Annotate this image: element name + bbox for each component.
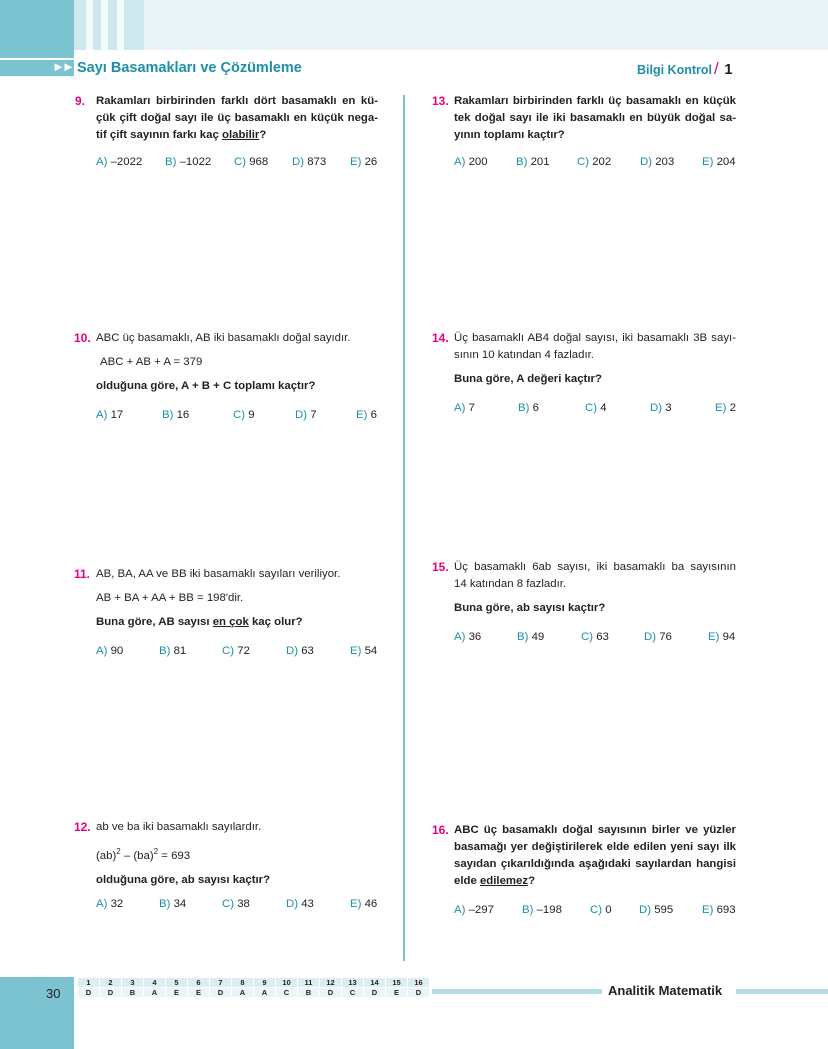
key-number: 3 bbox=[122, 978, 143, 987]
equation-part: – (ba) bbox=[120, 849, 154, 862]
question-14 bbox=[432, 330, 736, 414]
exponent: 2 bbox=[153, 847, 159, 856]
question-16 bbox=[432, 822, 736, 916]
option-b[interactable] bbox=[517, 629, 544, 646]
option-c[interactable] bbox=[222, 896, 250, 913]
option-letter: E) bbox=[702, 904, 714, 916]
top-band-stripe bbox=[101, 0, 108, 50]
slash-icon: / bbox=[714, 59, 719, 78]
option-a[interactable] bbox=[96, 896, 123, 913]
option-letter: D) bbox=[640, 156, 653, 168]
equation: AB + BA + AA + BB = 198'dir. bbox=[96, 592, 244, 604]
option-value: 63 bbox=[301, 645, 314, 657]
option-b[interactable] bbox=[159, 896, 186, 913]
question-text-part: kaç olur? bbox=[248, 616, 303, 628]
key-answer: D bbox=[78, 988, 99, 997]
option-letter: C) bbox=[581, 631, 594, 643]
bilgi-kontrol-label bbox=[637, 59, 733, 79]
option-value: 204 bbox=[716, 156, 736, 168]
option-letter: C) bbox=[577, 156, 590, 168]
key-number: 4 bbox=[144, 978, 165, 987]
question-mark: ? bbox=[528, 875, 536, 887]
question-text: çük çift doğal sayı ile üç basamaklı en küçük nega- bbox=[96, 112, 378, 124]
option-value: 200 bbox=[468, 156, 488, 168]
key-number: 11 bbox=[298, 978, 319, 987]
option-value: 595 bbox=[654, 904, 674, 916]
key-number: 13 bbox=[342, 978, 363, 987]
question-12 bbox=[74, 819, 378, 910]
option-c[interactable] bbox=[577, 154, 611, 171]
bilgi-number: 1 bbox=[724, 61, 733, 78]
option-d[interactable] bbox=[292, 154, 326, 171]
question-text: sının 10 katından 4 fazladır. bbox=[454, 349, 594, 361]
option-letter: D) bbox=[644, 631, 657, 643]
option-value: –1022 bbox=[179, 156, 212, 168]
option-value: 2 bbox=[729, 402, 736, 414]
underlined-word: edilemez bbox=[479, 875, 529, 887]
option-e[interactable] bbox=[715, 400, 736, 417]
option-letter: A) bbox=[96, 409, 108, 421]
option-letter: C) bbox=[222, 898, 235, 910]
option-value: 38 bbox=[237, 898, 250, 910]
option-value: 63 bbox=[596, 631, 609, 643]
question-15 bbox=[432, 559, 736, 643]
question-text: yının toplamı kaçtır? bbox=[454, 129, 565, 141]
key-answer: D bbox=[320, 988, 341, 997]
option-value: 54 bbox=[364, 645, 378, 657]
key-answer: B bbox=[122, 988, 143, 997]
question-text-part: Buna göre, AB sayısı bbox=[96, 616, 213, 628]
question-9 bbox=[75, 93, 378, 168]
question-number: 16. bbox=[432, 823, 449, 837]
key-answer: D bbox=[210, 988, 231, 997]
option-letter: B) bbox=[516, 156, 528, 168]
question-prompt: Buna göre, ab sayısı kaçtır? bbox=[454, 602, 606, 614]
option-letter: C) bbox=[234, 156, 247, 168]
option-e[interactable] bbox=[350, 896, 377, 913]
option-value: 76 bbox=[659, 631, 672, 643]
option-value: 0 bbox=[605, 904, 612, 916]
option-a[interactable] bbox=[96, 407, 123, 424]
option-c[interactable] bbox=[585, 400, 607, 417]
option-letter: B) bbox=[162, 409, 174, 421]
question-text: sayıdan çıkarıldığında aşağıdaki sayılardan hangisi bbox=[454, 858, 736, 870]
option-letter: D) bbox=[650, 402, 663, 414]
option-value: 72 bbox=[237, 645, 250, 657]
question-number: 12. bbox=[74, 820, 91, 834]
option-a[interactable] bbox=[454, 400, 475, 417]
option-a[interactable] bbox=[96, 154, 142, 171]
equation: ABC + AB + A = 379 bbox=[100, 356, 203, 368]
question-number: 14. bbox=[432, 331, 449, 345]
question-prompt bbox=[96, 614, 378, 631]
key-number: 7 bbox=[210, 978, 231, 987]
option-d[interactable] bbox=[286, 643, 314, 660]
option-d[interactable] bbox=[650, 400, 672, 417]
question-11 bbox=[74, 566, 378, 657]
option-b[interactable] bbox=[159, 643, 186, 660]
key-number: 12 bbox=[320, 978, 341, 987]
key-number: 15 bbox=[386, 978, 407, 987]
option-letter: C) bbox=[585, 402, 598, 414]
key-answer: A bbox=[144, 988, 165, 997]
key-answer: B bbox=[298, 988, 319, 997]
brand-name: Analitik Matematik bbox=[608, 983, 723, 998]
equation-part: = 693 bbox=[158, 849, 191, 862]
key-answer: D bbox=[408, 988, 429, 997]
option-value: 43 bbox=[301, 898, 314, 910]
option-value: 36 bbox=[468, 631, 482, 643]
question-text: 14 katından 8 fazladır. bbox=[454, 578, 567, 590]
option-value: 202 bbox=[592, 156, 612, 168]
option-value: 46 bbox=[364, 898, 378, 910]
option-e[interactable] bbox=[702, 154, 736, 171]
top-left-tab bbox=[0, 0, 74, 58]
option-e[interactable] bbox=[350, 154, 377, 171]
key-number: 14 bbox=[364, 978, 385, 987]
option-e[interactable] bbox=[708, 629, 735, 646]
option-value: –2022 bbox=[110, 156, 143, 168]
option-letter: A) bbox=[96, 156, 108, 168]
option-value: 7 bbox=[468, 402, 475, 414]
section-title: Sayı Basamakları ve Çözümleme bbox=[77, 60, 302, 76]
option-letter: E) bbox=[350, 156, 362, 168]
question-number: 9. bbox=[75, 94, 86, 108]
option-letter: B) bbox=[159, 645, 171, 657]
option-value: 26 bbox=[364, 156, 378, 168]
option-a[interactable] bbox=[454, 902, 494, 919]
option-letter: C) bbox=[590, 904, 603, 916]
option-value: 6 bbox=[370, 409, 377, 421]
option-value: 3 bbox=[665, 402, 672, 414]
option-b[interactable] bbox=[522, 902, 562, 919]
option-d[interactable] bbox=[639, 902, 673, 919]
option-b[interactable] bbox=[162, 407, 189, 424]
option-value: 16 bbox=[176, 409, 190, 421]
question-prompt: Buna göre, A değeri kaçtır? bbox=[454, 373, 602, 385]
column-divider bbox=[403, 95, 405, 961]
option-c[interactable] bbox=[590, 902, 612, 919]
question-text-part: elde bbox=[454, 875, 480, 887]
option-c[interactable] bbox=[581, 629, 609, 646]
question-text bbox=[96, 127, 378, 144]
key-number: 2 bbox=[100, 978, 121, 987]
question-text: tek doğal sayı ile iki basamaklı en büyük doğal sa- bbox=[454, 112, 736, 124]
question-text: AB, BA, AA ve BB iki basamaklı sayıları veriliyor. bbox=[96, 568, 341, 580]
option-letter: B) bbox=[165, 156, 177, 168]
key-number: 16 bbox=[408, 978, 429, 987]
option-letter: B) bbox=[518, 402, 530, 414]
key-number: 10 bbox=[276, 978, 297, 987]
option-e[interactable] bbox=[350, 643, 377, 660]
option-letter: D) bbox=[286, 645, 299, 657]
option-value: 9 bbox=[248, 409, 255, 421]
key-number: 8 bbox=[232, 978, 253, 987]
question-number: 11. bbox=[74, 567, 91, 581]
option-e[interactable] bbox=[356, 407, 377, 424]
option-value: 49 bbox=[531, 631, 545, 643]
key-answer: C bbox=[276, 988, 297, 997]
option-value: 4 bbox=[600, 402, 607, 414]
key-answer: E bbox=[166, 988, 187, 997]
option-c[interactable] bbox=[222, 643, 250, 660]
option-letter: E) bbox=[715, 402, 727, 414]
question-number: 10. bbox=[74, 331, 91, 345]
option-value: 203 bbox=[655, 156, 675, 168]
key-answer: E bbox=[386, 988, 407, 997]
option-letter: E) bbox=[702, 156, 714, 168]
option-value: 94 bbox=[722, 631, 736, 643]
option-value: 201 bbox=[530, 156, 550, 168]
question-text: ABC üç basamaklı doğal sayısının birler ve yüzler bbox=[454, 824, 736, 836]
option-b[interactable] bbox=[518, 400, 539, 417]
option-c[interactable] bbox=[234, 154, 268, 171]
option-letter: D) bbox=[639, 904, 652, 916]
option-letter: C) bbox=[233, 409, 246, 421]
key-answer: A bbox=[254, 988, 275, 997]
question-text bbox=[454, 873, 736, 890]
option-value: –198 bbox=[536, 904, 562, 916]
option-a[interactable] bbox=[454, 629, 481, 646]
key-number: 9 bbox=[254, 978, 275, 987]
option-value: 968 bbox=[249, 156, 269, 168]
underlined-word: olabilir bbox=[221, 129, 260, 141]
footer-rule bbox=[432, 989, 602, 994]
option-letter: A) bbox=[454, 402, 466, 414]
option-letter: C) bbox=[222, 645, 235, 657]
option-letter: A) bbox=[454, 631, 466, 643]
question-10 bbox=[74, 330, 378, 421]
option-c[interactable] bbox=[233, 407, 255, 424]
page-number: 30 bbox=[46, 986, 61, 1001]
key-answer: D bbox=[364, 988, 385, 997]
question-text-part: tif çift sayının farkı kaç bbox=[96, 129, 222, 141]
option-letter: A) bbox=[96, 898, 108, 910]
question-text: Rakamları birbirinden farklı dört basamaklı en kü- bbox=[96, 95, 378, 107]
option-letter: E) bbox=[356, 409, 368, 421]
key-answer: C bbox=[342, 988, 363, 997]
question-text: ABC üç basamaklı, AB iki basamaklı doğal sayıdır. bbox=[96, 332, 351, 344]
top-band-block bbox=[74, 0, 144, 50]
question-mark: ? bbox=[259, 129, 267, 141]
double-arrow-icon: ►► bbox=[52, 59, 72, 74]
option-b[interactable] bbox=[516, 154, 550, 171]
footer-rule bbox=[736, 989, 828, 994]
option-letter: E) bbox=[708, 631, 720, 643]
question-prompt: olduğuna göre, A + B + C toplamı kaçtır? bbox=[96, 380, 316, 392]
option-d[interactable] bbox=[644, 629, 672, 646]
option-value: –297 bbox=[468, 904, 494, 916]
option-letter: B) bbox=[522, 904, 534, 916]
question-13 bbox=[432, 93, 736, 168]
underlined-word: en çok bbox=[212, 616, 249, 628]
option-value: 81 bbox=[173, 645, 187, 657]
option-a[interactable] bbox=[454, 154, 488, 171]
key-answer: D bbox=[100, 988, 121, 997]
question-text: basamağı yer değiştirilerek elde edilen yeni sayı ilk bbox=[454, 841, 736, 853]
option-letter: D) bbox=[292, 156, 305, 168]
option-letter: B) bbox=[159, 898, 171, 910]
option-d[interactable] bbox=[295, 407, 317, 424]
question-text: ab ve ba iki basamaklı sayılardır. bbox=[96, 821, 262, 833]
top-band-stripe bbox=[86, 0, 93, 50]
option-letter: E) bbox=[350, 898, 362, 910]
key-number: 1 bbox=[78, 978, 99, 987]
option-e[interactable] bbox=[702, 902, 736, 919]
option-value: 90 bbox=[110, 645, 124, 657]
question-number: 13. bbox=[432, 94, 449, 108]
key-number: 6 bbox=[188, 978, 209, 987]
equation-part: (ab) bbox=[96, 849, 117, 862]
option-value: 17 bbox=[110, 409, 124, 421]
option-letter: E) bbox=[350, 645, 362, 657]
option-d[interactable] bbox=[640, 154, 674, 171]
question-text: Üç basamaklı AB4 doğal sayısı, iki basamaklı 3B sayı- bbox=[454, 332, 736, 344]
question-prompt: olduğuna göre, ab sayısı kaçtır? bbox=[96, 873, 271, 886]
option-letter: D) bbox=[286, 898, 299, 910]
option-letter: A) bbox=[454, 156, 466, 168]
option-value: 693 bbox=[716, 904, 736, 916]
key-answer: E bbox=[188, 988, 209, 997]
option-letter: A) bbox=[454, 904, 466, 916]
key-answer: A bbox=[232, 988, 253, 997]
option-b[interactable] bbox=[165, 154, 211, 171]
question-text: Rakamları birbirinden farklı üç basamaklı en küçük bbox=[454, 95, 736, 107]
option-letter: D) bbox=[295, 409, 308, 421]
option-a[interactable] bbox=[96, 643, 123, 660]
option-value: 6 bbox=[532, 402, 539, 414]
question-text: Üç basamaklı 6ab sayısı, iki basamaklı ba sayısının bbox=[454, 561, 736, 573]
top-decorative-band bbox=[0, 0, 828, 50]
footer-left-tab bbox=[0, 977, 74, 1049]
option-value: 873 bbox=[307, 156, 327, 168]
question-number: 15. bbox=[432, 560, 449, 574]
bilgi-label: Bilgi Kontrol bbox=[637, 63, 712, 77]
option-value: 32 bbox=[110, 898, 124, 910]
top-band-stripe bbox=[117, 0, 124, 50]
equation bbox=[96, 843, 378, 865]
exponent: 2 bbox=[116, 847, 121, 856]
key-number: 5 bbox=[166, 978, 187, 987]
option-d[interactable] bbox=[286, 896, 314, 913]
option-letter: B) bbox=[517, 631, 529, 643]
option-letter: A) bbox=[96, 645, 108, 657]
option-value: 34 bbox=[173, 898, 187, 910]
option-value: 7 bbox=[310, 409, 317, 421]
